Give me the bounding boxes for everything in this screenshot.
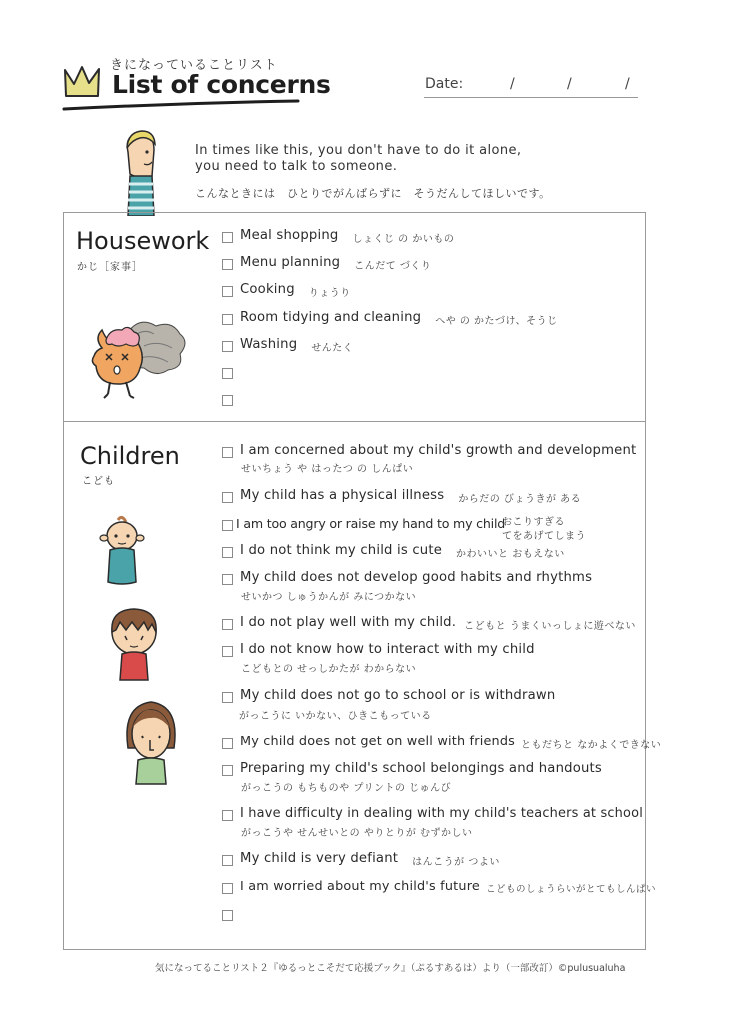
checkbox[interactable] [222,692,233,703]
date-separator: / [510,76,515,92]
checkbox[interactable] [222,259,233,270]
checklist-item-growth-development[interactable]: I am concerned about my child's growth and development [222,443,636,458]
checklist-item-habits[interactable]: My child does not develop good habits and rhythms [222,570,592,585]
checkbox[interactable] [222,855,233,866]
checklist-item-future[interactable]: I am worried about my child's future こどものしょうらいがとてもしんぱい [222,879,656,895]
checkbox[interactable] [222,314,233,325]
item-ja-text: がっこうや せんせいとの やりとりが むずかしい [241,828,473,839]
checklist-item-physical-illness[interactable]: My child has a physical illness からだの びょうきが ある [222,488,581,505]
checklist-item-friends[interactable]: My child does not get on well with friends ともだちと なかよくできない [222,734,661,751]
children-subtitle: こども [82,476,115,487]
checklist-item-play[interactable]: I do not play well with my child. こどもと うまくいっしょに遊べない [222,615,636,632]
checklist-item-washing[interactable]: Washing せんたく [222,337,353,354]
checklist-item-meal-shopping[interactable]: Meal shopping しょくじ の かいもの [222,228,454,245]
checkbox[interactable] [222,368,233,379]
intro-text-jp: こんなときには ひとりでがんばらずに そうだんしてほしいです。 [195,187,551,200]
footer-credit: 気になってることリスト２『ゆるっとこそだて応援ブック』（ぷるすあるは）より（一部改訂）©pulusualuha [155,963,626,974]
tired-character-illustration [84,318,188,400]
checklist-item-school-withdrawn[interactable]: My child does not go to school or is withdrawn [222,688,555,703]
child-illustration [104,604,164,682]
date-label: Date: [425,76,464,92]
checklist-item-blank[interactable] [222,391,240,406]
item-ja-text: こどもとの せっしかたが わからない [241,664,417,675]
checklist-item-interact[interactable]: I do not know how to interact with my child [222,642,535,657]
checklist-item-teachers[interactable]: I have difficulty in dealing with my child's teachers at school [222,806,643,821]
checklist-item-too-angry[interactable]: I am too angry or raise my hand to my child [222,516,505,531]
item-ja-text: おこりすぎる [502,517,565,528]
children-title: Children [80,442,180,470]
title-kana: きになっていることリスト [110,58,278,73]
checklist-item-not-cute[interactable]: I do not think my child is cute かわいいと おもえない [222,543,565,560]
checkbox[interactable] [222,232,233,243]
teen-illustration [120,698,182,786]
item-ja-text: せいかつ しゅうかんが みにつかない [241,592,417,603]
item-ja-text: がっこうに いかない、ひきこもっている [239,711,432,722]
item-ja-text: がっこうの もちものや プリントの じゅんび [241,783,452,794]
date-field[interactable] [424,97,638,98]
date-separator: / [625,76,630,92]
item-ja-text: せいちょう や はったつ の しんぱい [241,464,414,475]
checkbox[interactable] [222,341,233,352]
checkbox[interactable] [222,619,233,630]
checkbox[interactable] [222,447,233,458]
checkbox[interactable] [222,883,233,894]
checklist-item-blank[interactable] [222,906,240,921]
checklist-item-room-tidying[interactable]: Room tidying and cleaning へや の かたづけ、そうじ [222,310,558,327]
intro-text: In times like this, you don't have to do it alone, you need to talk to someone. [195,143,522,174]
item-ja-text: てをあげてしまう [502,531,586,542]
page-title: List of concerns [112,70,331,99]
baby-illustration [94,514,150,586]
checklist-item-defiant[interactable]: My child is very defiant はんこうが つよい [222,851,500,868]
checklist-item-cooking[interactable]: Cooking りょうり [222,282,351,299]
housework-title: Housework [76,227,210,255]
date-separator: / [567,76,572,92]
housework-subtitle: かじ［家事］ [77,262,143,273]
checkbox[interactable] [222,520,233,531]
checkbox[interactable] [222,547,233,558]
checklist-item-blank[interactable] [222,364,240,379]
checkbox[interactable] [222,810,233,821]
checkbox[interactable] [222,395,233,406]
checkbox[interactable] [222,574,233,585]
crown-icon [62,62,104,102]
checkbox[interactable] [222,646,233,657]
person-illustration [118,128,162,216]
checkbox[interactable] [222,910,233,921]
title-underline [62,98,302,112]
checklist-item-school-belongings[interactable]: Preparing my child's school belongings and handouts [222,761,602,776]
checkbox[interactable] [222,738,233,749]
checklist-item-menu-planning[interactable]: Menu planning こんだて づくり [222,255,431,272]
checkbox[interactable] [222,286,233,297]
checkbox[interactable] [222,492,233,503]
checkbox[interactable] [222,765,233,776]
